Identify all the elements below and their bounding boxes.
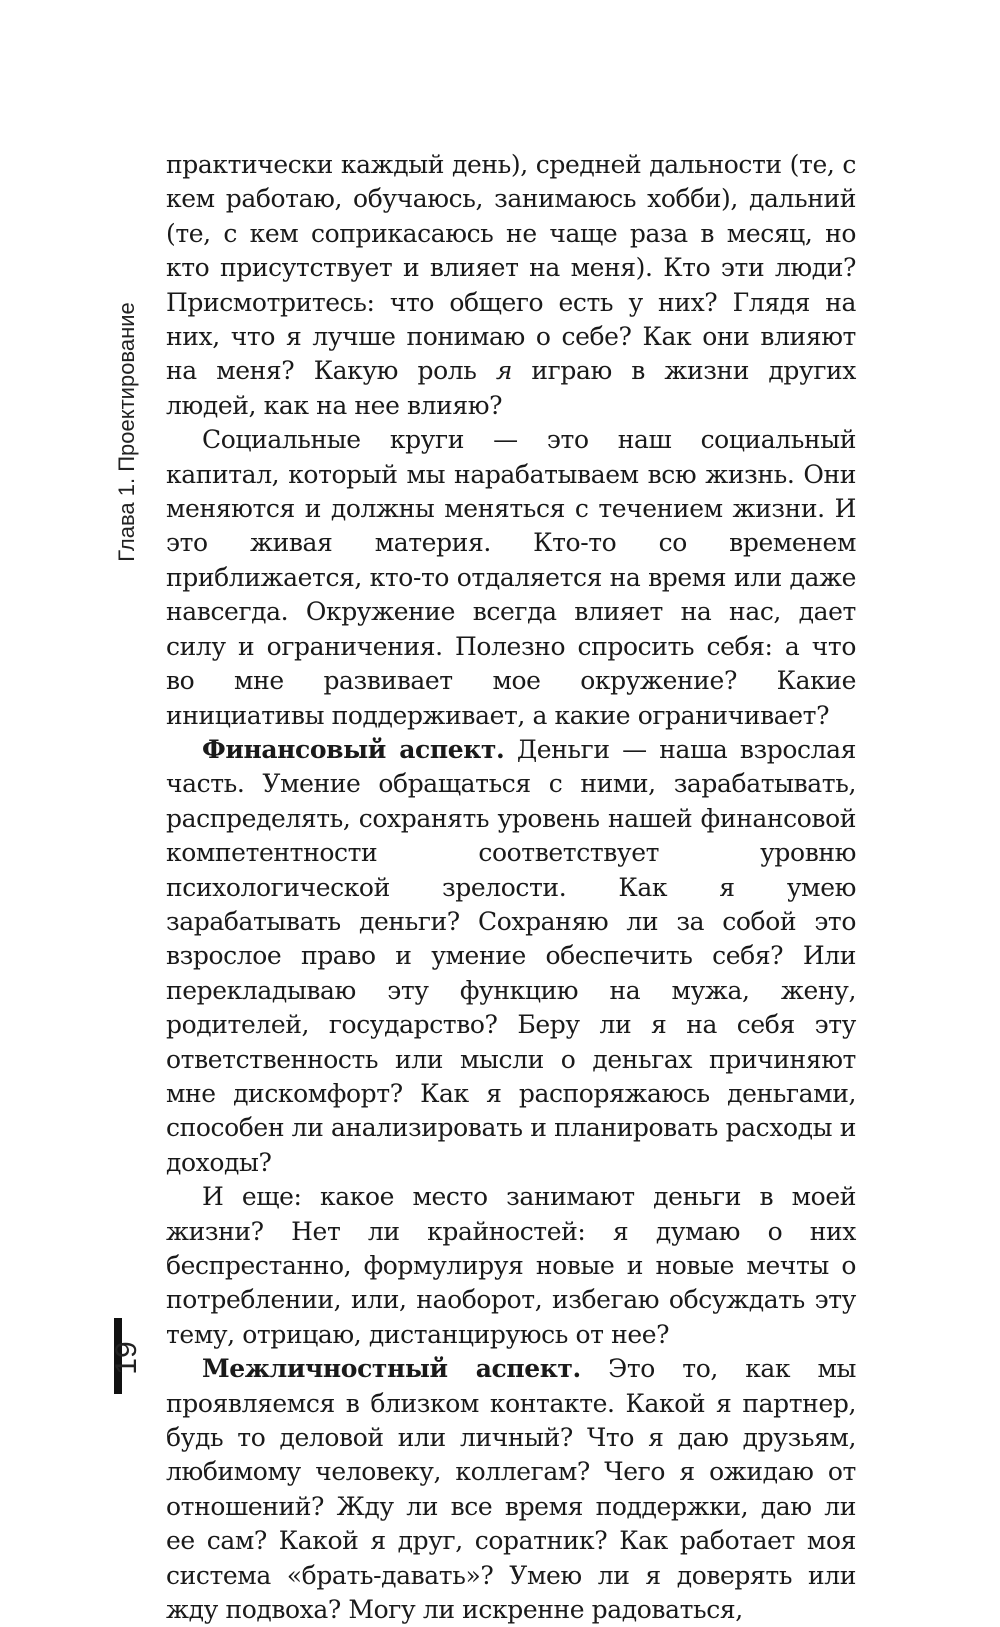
paragraph-interpersonal-aspect: Межличностный аспект. Это то, как мы проявляемся в близком контакте. Какой я партнер, будь то деловой или личный? Что я даю друзьям, любимому человеку, коллегам? Чего я ожидаю от отношений? Жду ли все время поддержки, даю ли ее сам? Какой я друг, соратник? Как работает моя система «брать-давать»? Умею ли я доверять или жду подвоха? Могу ли искренне радоваться, bbox=[166, 1354, 857, 1625]
section-heading-interpersonal: Межличностный аспект. bbox=[202, 1354, 581, 1384]
paragraph-financial-aspect: Финансовый аспект. Деньги — наша взрослая часть. Умение обращаться с ними, зарабатывать, распределять, сохранять уровень нашей финансовой компетентности соответствует уровню психологической зрелости. Как я умею зарабатывать деньги? Сохраняю ли за собой это взрослое право и умение обеспечить себя? Или перекладываю эту функцию на мужа, жену, родителей, государство? Беру ли я на себя эту ответственность или мысли о деньгах причиняют мне дискомфорт? Как я распоряжаюсь деньгами, способен ли анализировать и планировать расходы и доходы? bbox=[166, 734, 857, 1177]
page-number: 19 bbox=[110, 1341, 143, 1375]
paragraph-money-place: И еще: какое место занимают деньги в моей жизни? Нет ли крайностей: я думаю о них беспрестанно, формулируя новые и новые мечты о потреблении, или, наоборот, избегаю обсуждать эту тему, отрицаю, дистанцируюсь от нее? bbox=[166, 1182, 856, 1349]
section-heading-financial: Финансовый аспект. bbox=[202, 734, 505, 764]
paragraph-social-circles-continued: практически каждый день), средней дальности (те, с кем работаю, обучаюсь, занимаюсь хобби), дальний (те, с кем соприкасаюсь не чаще раза в месяц, но кто присутствует и влияет на меня). Кто эти люди? Присмотритесь: что общего есть у них? Глядя на них, что я лучше понимаю о себе? Как они влияют на меня? Какую роль я играю в жизни других людей, как на нее влияю? bbox=[166, 150, 856, 420]
paragraph-social-capital: Социальные круги — это наш социальный капитал, который мы нарабатываем всю жизнь. Они меняются и должны меняться с течением жизни. И это живая материя. Кто-то со временем приближается, кто-то отдаляется на время или даже навсегда. Окружение всегда влияет на нас, дает силу и ограничения. Полезно спросить себя: а что во мне развивает мое окружение? Какие инициативы поддерживает, а какие ограничивает? bbox=[166, 425, 856, 730]
running-head: Глава 1. Проектирование bbox=[114, 302, 139, 562]
body-text bbox=[166, 148, 856, 1627]
italic-word: я bbox=[495, 356, 512, 386]
